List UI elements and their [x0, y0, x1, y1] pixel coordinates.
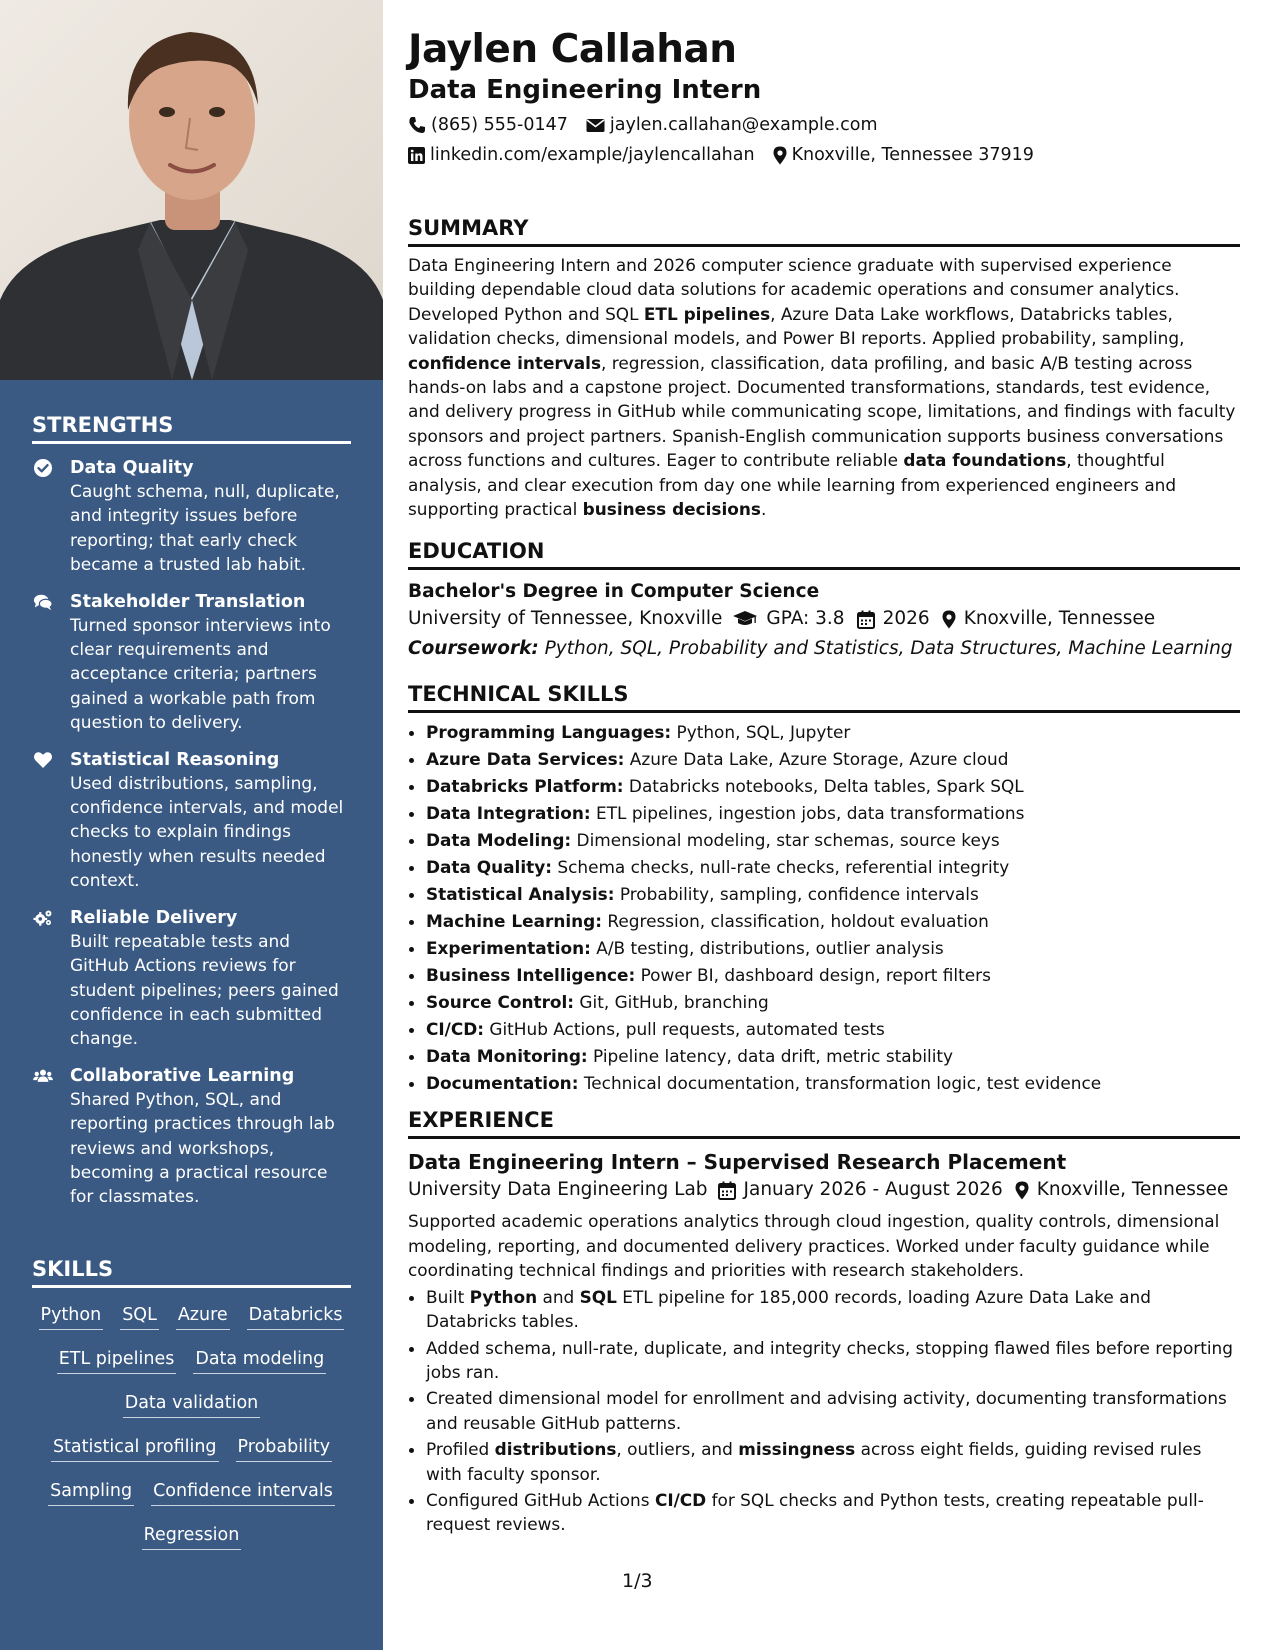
experience-bullet [426, 1285, 1240, 1334]
summary-bold: data foundations [903, 450, 1067, 471]
technical-skill-item [426, 962, 1240, 989]
skill-values: Technical documentation, transformation logic, test evidence [578, 1073, 1102, 1094]
summary-heading: SUMMARY [408, 216, 1240, 247]
users-icon [33, 1066, 53, 1086]
strength-title: Data Quality [70, 458, 194, 478]
technical-skill-item [426, 989, 1240, 1016]
skill-category: Data Monitoring: [426, 1046, 588, 1067]
linkedin-icon [408, 147, 425, 164]
technical-skill-item [426, 935, 1240, 962]
linkedin-contact[interactable] [408, 143, 755, 167]
strength-desc: Used distributions, sampling, confidence intervals, and model checks to explain findings honestly when results needed context. [70, 773, 344, 892]
summary-text: , thoughtful analysis, and clear execution from day one while learning from experienced engineers and supporting practical [408, 450, 1177, 520]
job-meta [408, 1175, 1240, 1205]
skill-values: A/B testing, distributions, outlier analysis [590, 938, 944, 959]
strength-desc: Built repeatable tests and GitHub Actions reviews for student pipelines; peers gained confidence in each submitted change. [70, 931, 339, 1050]
skill-values: GitHub Actions, pull requests, automated tests [484, 1019, 885, 1040]
skill-values: Schema checks, null-rate checks, referential integrity [551, 857, 1010, 878]
skill-category: Data Modeling: [426, 830, 572, 851]
profile-photo [0, 0, 383, 380]
technical-skill-item [426, 773, 1240, 800]
strengths-heading: STRENGTHS [32, 413, 351, 444]
technical-skill-item [426, 908, 1240, 935]
bullet-bold: CI/CD [654, 1489, 707, 1510]
experience-bullet [426, 1488, 1240, 1537]
summary-bold: confidence intervals [408, 352, 602, 373]
phone-icon [408, 116, 426, 134]
candidate-name: Jaylen Callahan [408, 27, 737, 72]
bullet-bold: missingness [738, 1439, 856, 1460]
sidebar [0, 0, 383, 1650]
job-title: Data Engineering Intern – Supervised Research Placement [408, 1150, 1067, 1175]
experience-bullet [426, 1336, 1240, 1385]
map-marker-icon [773, 146, 787, 165]
skill-category: Statistical Analysis: [426, 884, 615, 905]
skill-values: ETL pipelines, ingestion jobs, data transformations [590, 803, 1025, 824]
skill-category: Experimentation: [426, 938, 591, 959]
skill-tag: Python [39, 1304, 104, 1330]
skill-tag: Statistical profiling [51, 1436, 219, 1462]
strength-title: Statistical Reasoning [70, 749, 280, 770]
linkedin-url[interactable]: linkedin.com/example/jaylencallahan [430, 145, 755, 165]
skill-category: Business Intelligence: [426, 965, 636, 986]
graduation-cap-icon [732, 610, 758, 628]
skill-tag: Databricks [247, 1304, 345, 1330]
education-section [408, 539, 1240, 664]
skill-tag: SQL [120, 1304, 159, 1330]
bullet-text: and [537, 1286, 580, 1307]
coursework-line [408, 634, 1240, 664]
calendar-icon [718, 1181, 736, 1200]
bullet-text: Created dimensional model for enrollment and advising activity, documenting transformations and reusable GitHub patterns. [426, 1388, 1227, 1433]
main-content [408, 0, 1240, 1539]
coursework-list: Python, SQL, Probability and Statistics, Data Structures, Machine Learning [544, 638, 1233, 660]
experience-bullet [426, 1437, 1240, 1486]
technical-skills-heading: TECHNICAL SKILLS [408, 682, 1240, 713]
technical-skill-item [426, 1070, 1240, 1097]
bullet-text: for SQL checks and Python tests, creating repeatable pull-request reviews. [426, 1489, 1204, 1535]
skill-tag: Probability [236, 1436, 333, 1462]
skill-values: Git, GitHub, branching [574, 992, 769, 1013]
technical-skill-item [426, 800, 1240, 827]
edu-location: Knoxville, Tennessee [963, 608, 1156, 630]
strength-desc: Turned sponsor interviews into clear requirements and acceptance criteria; partners gained a workable path from question to delivery. [70, 615, 331, 734]
strength-item [32, 457, 351, 578]
gpa-text: GPA: 3.8 [766, 608, 845, 630]
skill-category: Source Control: [426, 992, 575, 1013]
skill-category: Data Quality: [426, 857, 552, 878]
strengths-list [32, 457, 351, 1210]
summary-bold: business decisions [582, 499, 761, 520]
skill-category: Documentation: [426, 1073, 579, 1094]
strength-item [32, 907, 351, 1052]
skill-category: Data Integration: [426, 803, 591, 824]
job-description: Supported academic operations analytics through cloud ingestion, quality controls, dimensional modeling, reporting, and documented delivery practices. Worked under faculty guidance while coordinating technical findings and priorities with research stakeholders. [408, 1211, 1220, 1281]
skill-category: Azure Data Services: [426, 749, 625, 770]
skill-tag: Azure [176, 1304, 230, 1330]
skill-tag: Data modeling [193, 1348, 326, 1374]
bullet-bold: Python [469, 1286, 538, 1307]
job-dates-item [718, 1175, 1003, 1205]
bullet-text: across eight fields, guiding revised rules with faculty sponsor. [426, 1439, 1202, 1484]
email-address[interactable]: jaylen.callahan@example.com [609, 115, 878, 135]
technical-skill-item [426, 719, 1240, 746]
page-number: 1/3 [622, 1570, 653, 1592]
skill-category: CI/CD: [426, 1019, 485, 1040]
skill-values: Dimensional modeling, star schemas, source keys [571, 830, 1000, 851]
email-contact[interactable] [586, 113, 878, 137]
summary-text [408, 253, 1240, 521]
job-dates: January 2026 - August 2026 [743, 1179, 1003, 1201]
skill-tag: ETL pipelines [57, 1348, 177, 1374]
technical-skill-item [426, 881, 1240, 908]
skill-values: Azure Data Lake, Azure Storage, Azure cloud [624, 749, 1009, 770]
gpa-item [732, 604, 844, 634]
skill-values: Pipeline latency, data drift, metric stability [587, 1046, 954, 1067]
education-meta [408, 604, 1240, 634]
strength-item [32, 1065, 351, 1210]
education-heading: EDUCATION [408, 539, 1240, 570]
candidate-role: Data Engineering Intern [408, 75, 762, 105]
bullet-text: , outliers, and [616, 1439, 739, 1460]
bullet-bold: SQL [579, 1286, 617, 1307]
strength-title: Reliable Delivery [70, 907, 238, 928]
job-location-item [1015, 1175, 1228, 1205]
school-name: University of Tennessee, Knoxville [408, 608, 723, 630]
summary-bold: ETL pipelines [643, 303, 771, 324]
edu-location-item [942, 604, 1155, 634]
job-org: University Data Engineering Lab [408, 1179, 708, 1201]
contact-line-1 [408, 113, 1240, 137]
bullet-text: Configured GitHub Actions [426, 1489, 655, 1510]
bullet-bold: distributions [494, 1439, 617, 1460]
skill-category: Machine Learning: [426, 911, 603, 932]
location-contact [773, 143, 1034, 167]
strength-desc: Shared Python, SQL, and reporting practices through lab reviews and workshops, becoming a practical resource for classmates. [70, 1089, 335, 1208]
strength-title: Collaborative Learning [70, 1065, 295, 1086]
skill-category: Databricks Platform: [426, 776, 624, 797]
coursework-label: Coursework: [408, 638, 539, 660]
experience-bullet [426, 1386, 1240, 1435]
summary-section [408, 216, 1240, 521]
skill-values: Regression, classification, holdout evaluation [602, 911, 989, 932]
envelope-icon [586, 117, 605, 133]
technical-skill-item [426, 854, 1240, 881]
technical-skill-item [426, 746, 1240, 773]
skill-tag: Sampling [48, 1480, 134, 1506]
technical-skill-item [426, 1016, 1240, 1043]
bullet-text: Added schema, null-rate, duplicate, and integrity checks, stopping flawed files before reporting jobs ran. [426, 1337, 1233, 1382]
job-bullets [408, 1285, 1240, 1537]
skill-tags [32, 1304, 351, 1550]
graduation-year: 2026 [882, 608, 930, 630]
summary-text: Data Engineering Intern and 2026 computer science graduate with supervised experience building dependable cloud data solutions for academic operations and consumer analytics. Developed Python and SQL [408, 255, 1180, 324]
skill-values: Databricks notebooks, Delta tables, Spark SQL [623, 776, 1024, 797]
skill-values: Python, SQL, Jupyter [671, 722, 851, 743]
heart-icon [33, 750, 53, 770]
map-marker-icon [1015, 1181, 1029, 1200]
phone-number: (865) 555-0147 [431, 115, 568, 135]
skill-tag: Confidence intervals [151, 1480, 335, 1506]
comments-icon [33, 592, 53, 612]
location-text: Knoxville, Tennessee 37919 [791, 145, 1034, 165]
map-marker-icon [942, 610, 956, 629]
summary-text: , Azure Data Lake workflows, Databricks tables, validation checks, dimensional models, and Power BI reports. Applied probability, sampling, [408, 303, 1185, 349]
bullet-text: Profiled [426, 1439, 495, 1460]
skill-tag: Regression [142, 1524, 242, 1550]
year-item [857, 604, 930, 634]
technical-skills-section [408, 682, 1240, 1097]
contact-line-2 [408, 143, 1240, 167]
skill-values: Probability, sampling, confidence intervals [614, 884, 979, 905]
strength-desc: Caught schema, null, duplicate, and integrity issues before reporting; that early check became a trusted lab habit. [70, 482, 340, 576]
technical-skill-item [426, 827, 1240, 854]
summary-text: . [760, 499, 767, 520]
experience-heading: EXPERIENCE [408, 1108, 1240, 1139]
skills-section [32, 1257, 351, 1550]
summary-text: , regression, classification, data profiling, and basic A/B testing across hands-on labs and a capstone project. Documented transformations, standards, test evidence, and delivery progress in GitHub while communicating scope, limitations, and findings with faculty sponsors and project partners. Spanish-English communication supports business conversations across functions and cultures. Eager to contribute reliable [408, 352, 1236, 471]
technical-skill-item [426, 1043, 1240, 1070]
bullet-text: ETL pipeline for 185,000 records, loading Azure Data Lake and Databricks tables. [426, 1286, 1151, 1332]
check-circle-icon [33, 458, 53, 478]
strength-title: Stakeholder Translation [70, 591, 306, 612]
strength-item [32, 591, 351, 736]
skill-values: Power BI, dashboard design, report filters [635, 965, 991, 986]
degree-title: Bachelor's Degree in Computer Science [408, 581, 820, 603]
skill-tag: Data validation [123, 1392, 261, 1418]
cogs-icon [33, 908, 53, 928]
strengths-section [32, 413, 351, 1210]
strength-item [32, 749, 351, 894]
calendar-icon [857, 610, 875, 629]
skill-category: Programming Languages: [426, 722, 672, 743]
skills-heading: SKILLS [32, 1257, 351, 1288]
bullet-text: Built [426, 1286, 470, 1307]
technical-skills-list [408, 719, 1240, 1097]
phone-contact [408, 113, 568, 137]
job-location: Knoxville, Tennessee [1036, 1179, 1229, 1201]
experience-section [408, 1108, 1240, 1536]
